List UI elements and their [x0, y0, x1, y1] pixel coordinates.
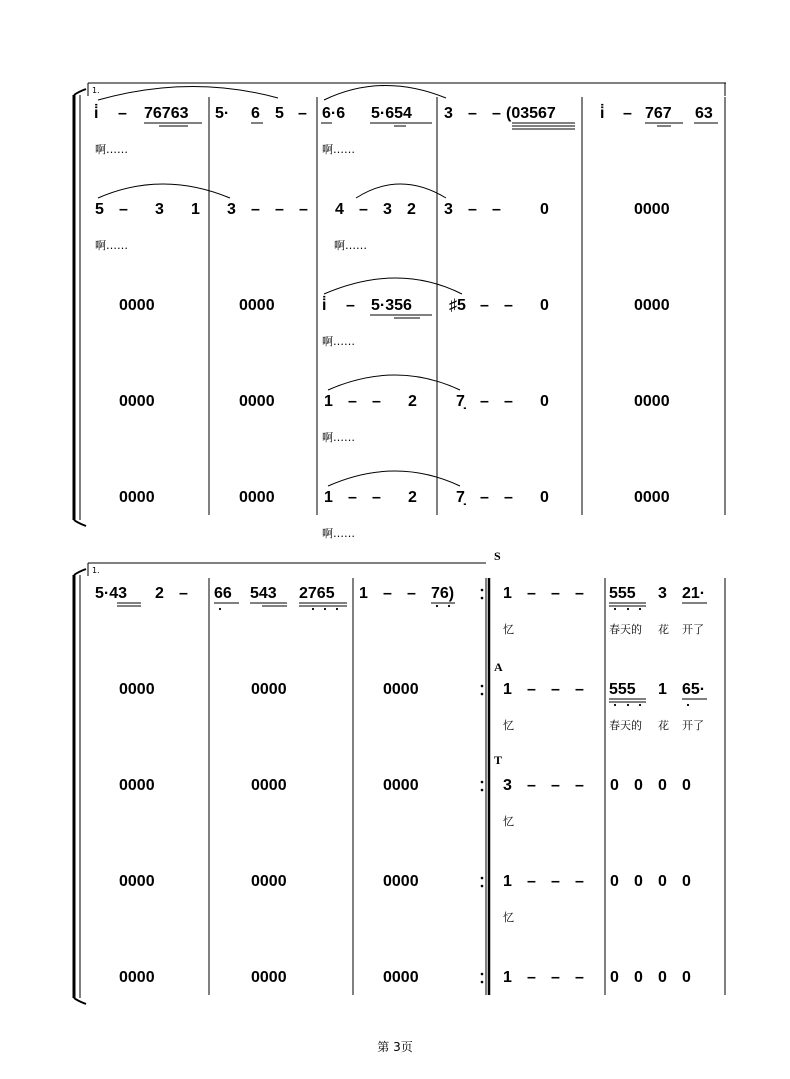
note: –: [527, 969, 536, 986]
note-group: 63: [695, 105, 713, 122]
voice-label-tenor: T: [494, 753, 503, 767]
note-group: 555: [609, 681, 636, 698]
note: –: [551, 777, 560, 794]
lyric: 忆: [503, 815, 514, 828]
note-group: 76): [431, 585, 455, 602]
lyric: 啊……: [95, 239, 128, 252]
note: 3: [444, 201, 453, 218]
note: –: [492, 105, 501, 122]
note: –: [575, 873, 584, 890]
note: –: [623, 105, 632, 122]
note: –: [504, 489, 513, 506]
lyric: 开了: [682, 719, 704, 732]
note: 1: [191, 201, 200, 218]
note: –: [527, 585, 536, 602]
note: –: [348, 393, 357, 410]
note: 0: [610, 969, 619, 986]
note: 3: [503, 777, 512, 794]
rest-measure: 0000: [383, 681, 419, 698]
note: –: [118, 105, 127, 122]
note: 0: [610, 873, 619, 890]
note: 0: [634, 873, 643, 890]
note: –: [575, 969, 584, 986]
note-group: 5·43: [95, 585, 128, 602]
note: ♯5: [449, 297, 466, 314]
note: –: [179, 585, 188, 602]
note: 1: [324, 489, 333, 506]
page-number: 第 3页: [377, 1040, 413, 1054]
note: 2: [408, 393, 417, 410]
note: –: [551, 681, 560, 698]
lyric: 啊……: [322, 431, 355, 444]
rest-measure: 0000: [634, 489, 670, 506]
lyric: 开了: [682, 623, 704, 636]
rest-measure: 0000: [119, 297, 155, 314]
lyric: 花: [658, 623, 669, 636]
rest-measure: 0000: [119, 969, 155, 986]
lyric: 忆: [503, 623, 514, 636]
rest-measure: 0000: [251, 873, 287, 890]
note: i̇: [322, 297, 327, 314]
note-group: 555: [609, 585, 636, 602]
note: 0: [634, 969, 643, 986]
note: –: [551, 873, 560, 890]
lyric: 忆: [503, 719, 514, 732]
note: 0: [658, 777, 667, 794]
rest-measure: 0000: [239, 489, 275, 506]
note: 0: [682, 969, 691, 986]
rest-measure: 0000: [634, 297, 670, 314]
note: 0: [540, 489, 549, 506]
note: –: [527, 873, 536, 890]
lyric: 春天的: [609, 719, 642, 732]
note: –: [468, 201, 477, 218]
note: 1: [503, 969, 512, 986]
rest-measure: 0000: [119, 681, 155, 698]
lyric: 啊……: [322, 143, 355, 156]
note: –: [504, 393, 513, 410]
note: 0: [658, 873, 667, 890]
note: –: [372, 489, 381, 506]
note: –: [527, 681, 536, 698]
note: –: [407, 585, 416, 602]
lyric: 啊……: [322, 335, 355, 348]
note-group: 66: [214, 585, 232, 602]
note: 2: [408, 489, 417, 506]
note-group: 5·654: [371, 105, 412, 122]
lyric: 啊……: [334, 239, 367, 252]
note: –: [299, 201, 308, 218]
note: 7̣: [456, 393, 465, 410]
note: –: [119, 201, 128, 218]
note: –: [383, 585, 392, 602]
note-group: 6·6: [322, 105, 346, 122]
rest-measure: 0000: [239, 297, 275, 314]
note: 5: [275, 105, 284, 122]
note: 1: [658, 681, 667, 698]
lyric: 春天的: [609, 623, 642, 636]
note: –: [527, 777, 536, 794]
note: –: [251, 201, 260, 218]
note: 1: [324, 393, 333, 410]
note: 0: [682, 873, 691, 890]
note: –: [480, 489, 489, 506]
rest-measure: 0000: [119, 489, 155, 506]
note: 1: [503, 585, 512, 602]
note: 1: [503, 873, 512, 890]
note: –: [346, 297, 355, 314]
note: 5·: [215, 105, 230, 122]
note: 0: [682, 777, 691, 794]
volta-label-1: 1.: [92, 86, 100, 95]
rest-measure: 0000: [634, 201, 670, 218]
lyric: 忆: [503, 911, 514, 924]
note: –: [480, 393, 489, 410]
note: 3: [227, 201, 236, 218]
rest-measure: 0000: [119, 393, 155, 410]
note: 1: [359, 585, 368, 602]
voice-label-soprano: S: [494, 549, 501, 563]
rest-measure: 0000: [119, 777, 155, 794]
note-group: 5·356: [371, 297, 412, 314]
lyric: 啊……: [322, 527, 355, 540]
note: 3: [383, 201, 392, 218]
note: –: [298, 105, 307, 122]
rest-measure: 0000: [239, 393, 275, 410]
note: 5: [95, 201, 104, 218]
rest-measure: 0000: [119, 873, 155, 890]
note: –: [575, 681, 584, 698]
note: 1: [503, 681, 512, 698]
lyric: 花: [658, 719, 669, 732]
note: 4: [335, 201, 344, 218]
lyric: 啊……: [95, 143, 128, 156]
rest-measure: 0000: [634, 393, 670, 410]
note-group: 76763: [144, 105, 189, 122]
note: –: [348, 489, 357, 506]
note: –: [492, 201, 501, 218]
note: 0: [634, 777, 643, 794]
note: 7̣: [456, 489, 465, 506]
rest-measure: 0000: [251, 969, 287, 986]
note: –: [372, 393, 381, 410]
note: –: [275, 201, 284, 218]
note-group: 65·: [682, 681, 706, 698]
note: –: [551, 585, 560, 602]
voice-label-alto: A: [494, 660, 503, 674]
note: 0: [658, 969, 667, 986]
note-group: 21·: [682, 585, 706, 602]
rest-measure: 0000: [383, 873, 419, 890]
rest-measure: 0000: [251, 777, 287, 794]
note: –: [359, 201, 368, 218]
note: 0: [540, 297, 549, 314]
rest-measure: 0000: [383, 777, 419, 794]
note: –: [551, 969, 560, 986]
note: –: [575, 585, 584, 602]
note: –: [504, 297, 513, 314]
note-group: (03567: [506, 105, 556, 122]
note: –: [480, 297, 489, 314]
note: –: [468, 105, 477, 122]
note: 2: [155, 585, 164, 602]
note: 3: [658, 585, 667, 602]
note-group: 543: [250, 585, 277, 602]
rest-measure: 0000: [251, 681, 287, 698]
note: –: [575, 777, 584, 794]
volta-label-2: 1.: [92, 566, 100, 575]
note: 0: [540, 393, 549, 410]
note: i̇: [600, 105, 605, 122]
note: i̇: [94, 105, 99, 122]
note-group: 2765: [299, 585, 335, 602]
note-group: 767: [645, 105, 672, 122]
note: 2: [407, 201, 416, 218]
note: 0: [540, 201, 549, 218]
note: 3: [444, 105, 453, 122]
note: 6: [251, 105, 260, 122]
note: 3: [155, 201, 164, 218]
rest-measure: 0000: [383, 969, 419, 986]
note: 0: [610, 777, 619, 794]
